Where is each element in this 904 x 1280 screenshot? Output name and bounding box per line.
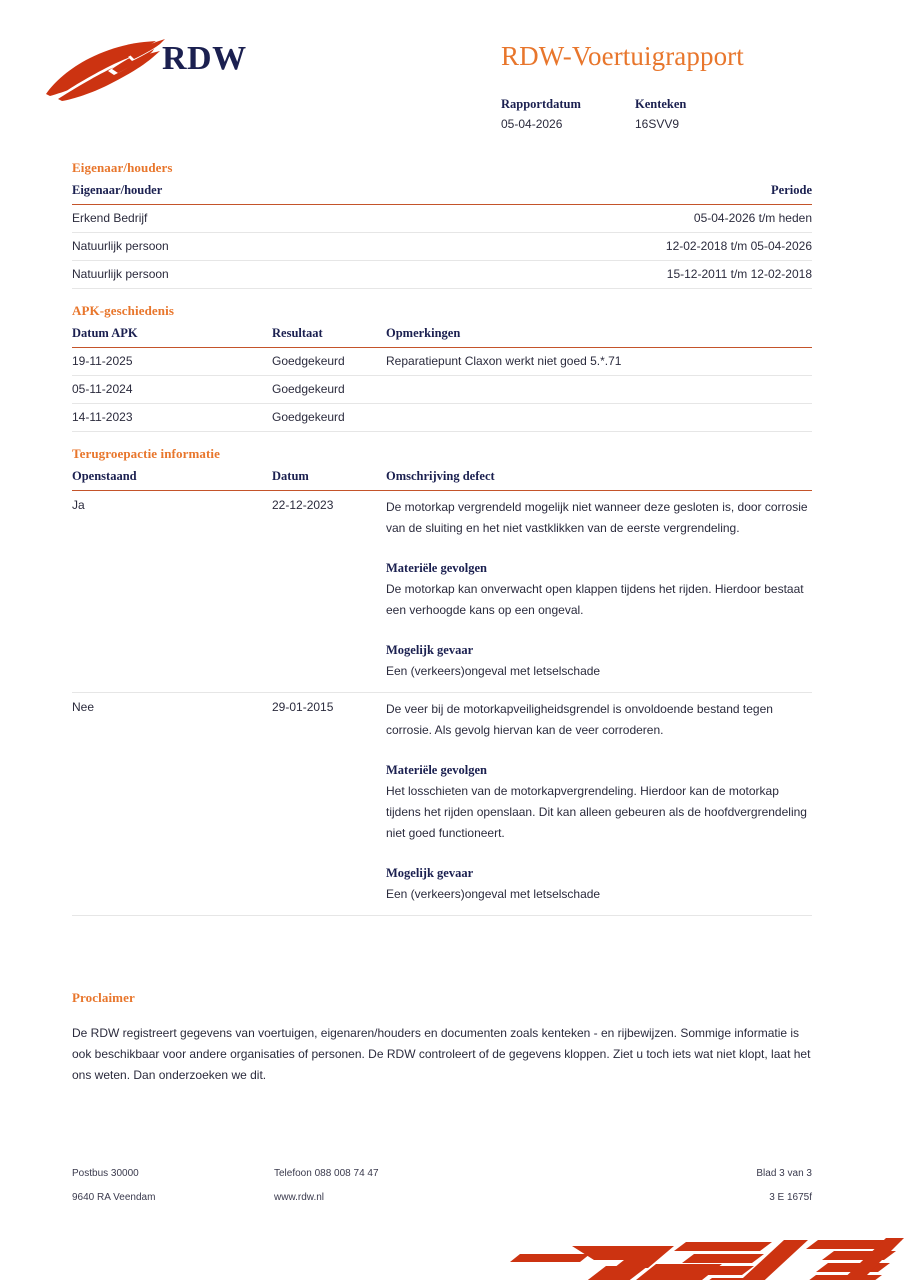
table-row	[72, 261, 812, 289]
apk-result: Goedgekeurd	[272, 404, 386, 432]
apk-col-remarks: Opmerkingen	[386, 326, 812, 348]
proclaimer-body	[72, 1023, 812, 1086]
table-row	[72, 404, 812, 432]
recall-table	[72, 469, 812, 916]
owner-period: 05-04-2026 t/m heden	[552, 205, 812, 233]
apk-section-title: APK-geschiedenis	[72, 303, 174, 318]
recall-section	[72, 446, 812, 916]
recall-open: Nee	[72, 693, 272, 916]
owners-table	[72, 183, 812, 289]
recall-consequences-text: De motorkap kan onverwacht open klappen tijdens het rijden. Hierdoor bestaat een verhoogde kans op een ongeval.	[386, 582, 804, 617]
proclaimer-section	[72, 990, 812, 1086]
table-header-row	[72, 469, 812, 491]
owner-name: Natuurlijk persoon	[72, 261, 552, 289]
footer-page-number: Blad 3 van 3	[756, 1168, 812, 1179]
apk-remarks: Reparatiepunt Claxon werkt niet goed 5.*.71	[386, 348, 812, 376]
document-title: RDW-Voertuigrapport	[501, 41, 744, 71]
rdw-logo-text: RDW	[162, 40, 247, 77]
recall-detail-cell	[386, 693, 812, 916]
apk-history-section	[72, 303, 812, 432]
footer-postbus: Postbus 30000	[72, 1168, 139, 1179]
recall-description: De motorkap vergrendeld mogelijk niet wanneer deze gesloten is, door corrosie van de sluiting en het niet vastklikken van de eerste vergrendeling.	[386, 500, 808, 535]
apk-date: 14-11-2023	[72, 404, 272, 432]
table-row	[72, 693, 812, 916]
apk-result: Goedgekeurd	[272, 348, 386, 376]
owners-col-period: Periode	[552, 183, 812, 205]
recall-col-description: Omschrijving defect	[386, 469, 812, 491]
apk-col-date: Datum APK	[72, 326, 272, 348]
recall-date: 22-12-2023	[272, 491, 386, 693]
recall-section-title: Terugroepactie informatie	[72, 446, 220, 461]
recall-danger-text: Een (verkeers)ongeval met letselschade	[386, 887, 601, 901]
header-meta	[501, 96, 686, 133]
license-plate-label: Kenteken	[635, 97, 687, 111]
rdw-feather-logo-icon	[44, 38, 169, 104]
owners-section	[72, 160, 812, 289]
proclaimer-paragraph: De RDW registreert gegevens van voertuigen, eigenaren/houders en documenten zoals kenteken - en rijbewijzen. Sommige informatie is ook beschikbaar voor andere organisaties of personen. De RDW controleert of de gegevens kloppen. Ziet u toch iets wat niet klopt, laat het ons weten. Dan onderzoeken we dit.	[72, 1026, 811, 1082]
recall-danger-label: Mogelijk gevaar	[386, 866, 474, 880]
footer-phone: Telefoon 088 008 74 47	[274, 1168, 379, 1179]
recall-open: Ja	[72, 491, 272, 693]
recall-consequences-text: Het losschieten van de motorkapvergrendeling. Hierdoor kan de motorkap tijdens het rijden openslaan. Dit kan alleen gebeuren als de hoofdvergrendeling niet goed functioneert.	[386, 784, 807, 840]
apk-date: 05-11-2024	[72, 376, 272, 404]
owner-period: 15-12-2011 t/m 12-02-2018	[552, 261, 812, 289]
table-header-row	[72, 326, 812, 348]
owners-section-title: Eigenaar/houders	[72, 160, 173, 175]
document-header	[0, 0, 904, 150]
document-footer	[72, 1168, 812, 1216]
recall-danger-text: Een (verkeers)ongeval met letselschade	[386, 664, 601, 678]
recall-col-open: Openstaand	[72, 469, 272, 491]
rdw-logo	[44, 32, 334, 102]
apk-result: Goedgekeurd	[272, 376, 386, 404]
apk-remarks	[386, 376, 812, 404]
apk-remarks	[386, 404, 812, 432]
table-row	[72, 376, 812, 404]
recall-date: 29-01-2015	[272, 693, 386, 916]
recall-danger-label: Mogelijk gevaar	[386, 643, 474, 657]
recall-consequences-label: Materiële gevolgen	[386, 561, 487, 575]
recall-consequences-label: Materiële gevolgen	[386, 763, 487, 777]
report-date-label: Rapportdatum	[501, 97, 581, 111]
footer-city: 9640 RA Veendam	[72, 1192, 156, 1203]
rdw-speed-stripes-graphic-icon	[498, 1222, 904, 1280]
footer-website[interactable]: www.rdw.nl	[274, 1192, 325, 1203]
table-row	[72, 233, 812, 261]
apk-table	[72, 326, 812, 432]
owner-name: Erkend Bedrijf	[72, 205, 552, 233]
apk-date: 19-11-2025	[72, 348, 272, 376]
footer-row-1	[72, 1168, 812, 1192]
owner-name: Natuurlijk persoon	[72, 233, 552, 261]
proclaimer-section-title: Proclaimer	[72, 990, 135, 1005]
report-date-block	[501, 96, 635, 133]
recall-detail-cell	[386, 491, 812, 693]
license-plate-value: 16SVV9	[635, 117, 680, 131]
footer-row-2	[72, 1192, 812, 1216]
table-header-row	[72, 183, 812, 205]
report-date-value: 05-04-2026	[501, 117, 563, 131]
footer-form-code: 3 E 1675f	[769, 1192, 812, 1203]
recall-col-date: Datum	[272, 469, 386, 491]
owners-col-owner: Eigenaar/houder	[72, 183, 552, 205]
apk-col-result: Resultaat	[272, 326, 386, 348]
table-row	[72, 205, 812, 233]
recall-description: De veer bij de motorkapveiligheidsgrendel is onvoldoende bestand tegen corrosie. Als gevolg hiervan kan de veer corroderen.	[386, 702, 773, 737]
owner-period: 12-02-2018 t/m 05-04-2026	[552, 233, 812, 261]
table-row	[72, 491, 812, 693]
license-plate-block	[635, 96, 686, 133]
table-row	[72, 348, 812, 376]
